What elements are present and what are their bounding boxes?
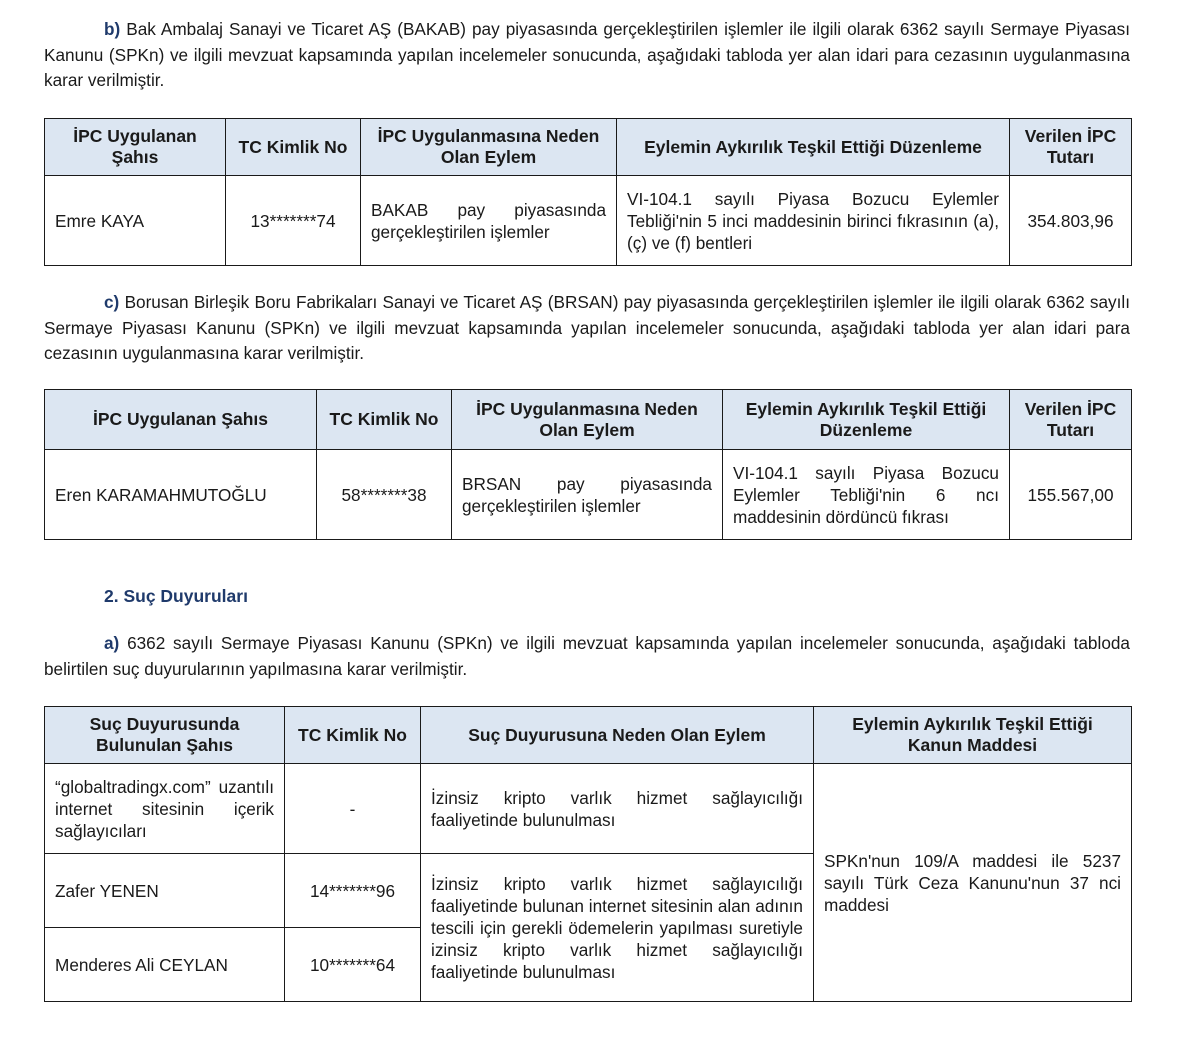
header-tc: TC Kimlik No [317,390,452,450]
table-header-row [45,119,1132,176]
table-header-row [45,390,1132,450]
header-tc: TC Kimlik No [226,119,361,176]
cell-tc: 14*******96 [285,854,421,928]
cell-tc: - [285,764,421,854]
header-amount: Verilen İPC Tutarı [1010,390,1132,450]
table-row [45,176,1132,266]
header-person: İPC Uygulanan Şahıs [45,119,226,176]
cell-tc: 58*******38 [317,450,452,540]
cell-action: BRSAN pay piyasasında gerçekleştirilen işlemler [452,450,723,540]
cell-person: Eren KARAMAHMUTOĞLU [45,450,317,540]
section-2-heading: 2. Suç Duyuruları [104,586,248,606]
cell-tc: 10*******64 [285,928,421,1002]
header-amount: Verilen İPC Tutarı [1010,119,1132,176]
header-person: Suç Duyurusunda Bulunulan Şahıs [45,707,285,764]
cell-regulation: VI-104.1 sayılı Piyasa Bozucu Eylemler Tebliği'nin 5 inci maddesinin birinci fıkrasının (a), (ç) ve (f) bentleri [617,176,1010,266]
section-c-text: Borusan Birleşik Boru Fabrikaları Sanayi ve Ticaret AŞ (BRSAN) pay piyasasında gerçekleştirilen işlemler ile ilgili olarak 6362 sayılı Sermaye Piyasası Kanunu (SPKn) ve ilgili mevzuat kapsamında yapılan incelemeler sonucunda, aşağıdaki tabloda yer alan idari para cezasının uygulanmasına karar verilmiştir. [44,292,1131,363]
penalty-table-brsan [44,389,1132,540]
cell-action: BAKAB pay piyasasında gerçekleştirilen işlemler [361,176,617,266]
penalty-table-bakab [44,118,1132,266]
criminal-complaint-table [44,706,1132,1002]
section-c-paragraph [44,290,1130,367]
header-regulation: Eylemin Aykırılık Teşkil Ettiği Düzenleme [723,390,1010,450]
cell-person: “globaltradingx.com” uzantılı internet sitesinin içerik sağlayıcıları [45,764,285,854]
header-action: Suç Duyurusuna Neden Olan Eylem [421,707,814,764]
section-c-label: c) [104,292,120,312]
header-person: İPC Uygulanan Şahıs [45,390,317,450]
header-regulation: Eylemin Aykırılık Teşkil Ettiği Düzenleme [617,119,1010,176]
cell-merged-action: İzinsiz kripto varlık hizmet sağlayıcılığı faaliyetinde bulunan internet sitesinin alan adının tescili için gerekli ödemelerin yapılması suretiyle izinsiz kripto varlık hizmet sağlayıcılığı faaliyetinde bulunulması [421,854,814,1002]
section-2a-label: a) [104,633,120,653]
cell-regulation: VI-104.1 sayılı Piyasa Bozucu Eylemler Tebliği'nin 6 ncı maddesinin dördüncü fıkrası [723,450,1010,540]
section-2a-text: 6362 sayılı Sermaye Piyasası Kanunu (SPKn) ve ilgili mevzuat kapsamında yapılan incelemeler sonucunda, aşağıdaki tabloda belirtilen suç duyurularının yapılmasına karar verilmiştir. [44,633,1130,679]
table-header-row [45,707,1132,764]
cell-action: İzinsiz kripto varlık hizmet sağlayıcılığı faaliyetinde bulunulması [421,764,814,854]
cell-law-article: SPKn'nun 109/A maddesi ile 5237 sayılı Türk Ceza Kanunu'nun 37 nci maddesi [814,764,1132,1002]
cell-amount: 155.567,00 [1010,450,1132,540]
section-b-paragraph [44,17,1130,94]
cell-person: Emre KAYA [45,176,226,266]
table-row [45,764,1132,854]
header-tc: TC Kimlik No [285,707,421,764]
header-action: İPC Uygulanmasına Neden Olan Eylem [361,119,617,176]
table-row [45,450,1132,540]
cell-person: Zafer YENEN [45,854,285,928]
cell-tc: 13*******74 [226,176,361,266]
section-b-label: b) [104,19,121,39]
header-law-article: Eylemin Aykırılık Teşkil Ettiği Kanun Maddesi [814,707,1132,764]
section-b-text: Bak Ambalaj Sanayi ve Ticaret AŞ (BAKAB) pay piyasasında gerçekleştirilen işlemler ile ilgili olarak 6362 sayılı Sermaye Piyasası Kanunu (SPKn) ve ilgili mevzuat kapsamında yapılan incelemeler sonucunda, aşağıdaki tabloda yer alan idari para cezasının uygulanmasına karar verilmiştir. [44,19,1130,90]
cell-person: Menderes Ali CEYLAN [45,928,285,1002]
header-action: İPC Uygulanmasına Neden Olan Eylem [452,390,723,450]
cell-amount: 354.803,96 [1010,176,1132,266]
section-2a-paragraph [44,631,1130,682]
